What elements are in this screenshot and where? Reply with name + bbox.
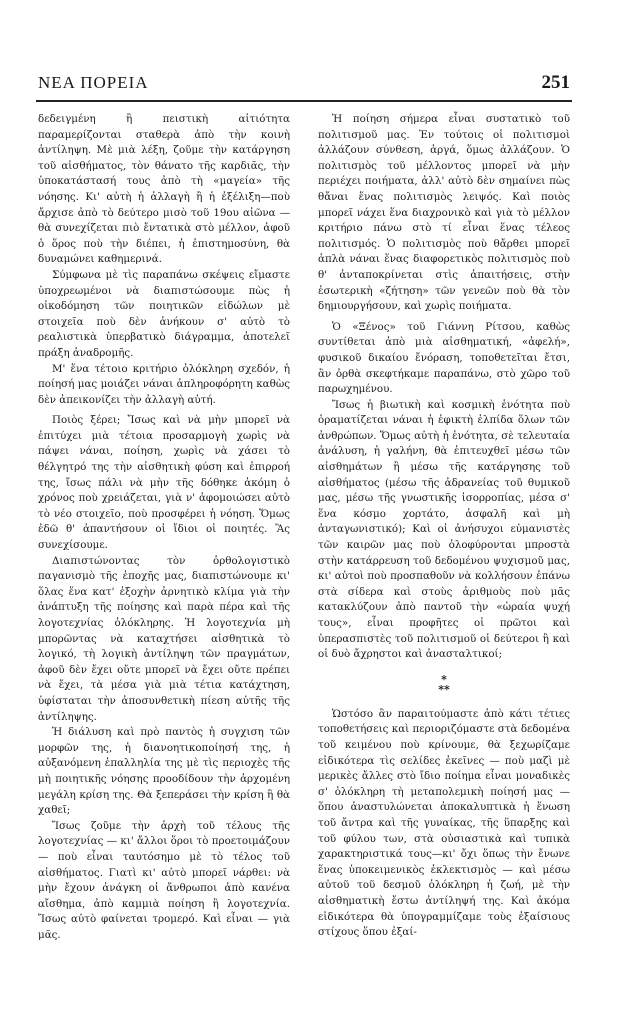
paragraph: Ἴσως ἡ βιωτικὴ καὶ κοσμικὴ ἑνότητα ποὺ ὁραματίζεται νάναι ἡ ἐφικτὴ ἐλπίδα ὅλων τῶν ἀνθρώπων. Ὅμως αὐτὴ ἡ ἑνότητα, σὲ τελευταία ἀνάλυση, ἡ γαλήνη, θὰ ἐπιτευχθεῖ μέσω τῶν αἰσθημάτων ἢ μέσω τῆς κατάργησης τοῦ αἰσθήματος (μέσω τῆς ἀδρανείας τοῦ θυμικοῦ μας, μέσω τῆς γνωστικῆς ἰσορροπίας, μέσα σ' ἕνα κόσμο χορτάτο, ἀσφαλῆ καὶ μὴ ἀνταγωνιστικό); Καὶ οἱ ἀνήσυχοι εὐμανιστὲς τῶν καιρῶν μας ποὺ ὀλοφύρονται μπροστὰ στὴν κατάρρευση τοῦ δεδομένου ψυχισμοῦ μας, κι' αὐτοὶ ποὺ προσπαθοῦν νὰ κολλήσουν ἐπάνω στὰ σίδερα καὶ στοὺς ἀριθμοὺς ποὺ μᾶς κατακλύζουν ἀπὸ παντοῦ τὴν «ὡραία ψυχή τους», εἶναι προφῆτες οἱ πρῶτοι καὶ ὑπερασπιστὲς τοῦ πολιτισμοῦ οἱ δεύτεροι ἢ καὶ οἱ δυὸ ἄχρηστοι καὶ ἀνασταλτικοί; [318,398,570,661]
paragraph: Ὡστόσο ἂν παραιτούμαστε ἀπὸ κάτι τέτιες τοποθετήσεις καὶ περιοριζόμαστε στὰ δεδομένα τοῦ κειμένου ποὺ κρίνουμε, θὰ ξεχωρίζαμε εἰδικότερα τὶς σελίδες ἐκεῖνες — ποὺ μαζὶ μὲ μερικὲς ἄλλες στὸ ἴδιο ποίημα εἶναι μοναδικὲς σ' ὁλόκληρη τὴ μεταπολεμικὴ ποίησή μας — ὅπου ἀναστυλώνεται ἀποκαλυπτικὰ ἡ ἕνωση τοῦ ἄντρα καὶ τῆς γυναίκας, τῆς ὕπαρξης καὶ τοῦ φύλου των, στὰ οὐσιαστικὰ καὶ τυπικὰ χαρακτηριστικά τους—κι' ὄχι ὅπως τὴν ἔνωνε ἕνας ὑποκειμενικὸς ἐκλεκτισμὸς — καὶ μέσω αὐτοῦ τοῦ δεσμοῦ ὁλόκληρη ἡ ζωή, μὲ τὴν αἰσθηματικὴ ἔστω ἀντίληψή της. Καὶ ἀκόμα εἰδικότερα θὰ ὑπογραμμίζαμε τοὺς ἐξαίσιους στίχους ὅπου ἐξαί- [318,707,570,939]
paragraph: Σύμφωνα μὲ τὶς παραπάνω σκέψεις εἴμαστε ὑποχρεωμένοι νὰ διαπιστώσουμε πὼς ἡ οἰκοδόμηση τῶν ποιητικῶν εἰδώλων μὲ στοιχεῖα ποὺ δὲν ἀνήκουν σ' αὐτὸ τὸ ρεαλιστικὰ ὑπερβατικὸ διάγραμμα, ἀποτελεῖ πράξη ἀναδρομῆς. [38,268,290,359]
section-break-asterisks: * ** [438,672,450,696]
running-header [38,72,570,94]
left-column [38,112,290,943]
paragraph: Ὁ «Ξένος» τοῦ Γιάννη Ρίτσου, καθὼς συντίθεται ἀπὸ μιὰ αἰσθηματική, «ἀφελή», φυσικοῦ δικαίου ἔνόραση, τοποθετεῖται ἔτσι, ἂν ὀρθὰ σκεφτήκαμε παραπάνω, στὸ χῶρο τοῦ παρωχημένου. [318,320,570,396]
journal-title: ΝΕΑ ΠΟΡΕΙΑ [38,73,149,92]
paragraph: Διαπιστώνοντας τὸν ὀρθολογιστικὸ παγανισμὸ τῆς ἐποχῆς μας, διαπιστώνουμε κι' ὅλας ἕνα κατ' ἐξοχὴν ἀρνητικὸ κλίμα γιὰ τὴν ἀνάπτυξη τῆς ποίησης καὶ παρὰ πέρα καὶ τῆς λογοτεχνίας ὁλόκληρης. Ἡ λογοτεχνία μὴ μπορῶντας νὰ καταχτήσει αἰσθητικὰ τὸ λογικό, τὴ λογικὴ ἀντίληψη τῶν πραγμάτων, ἀφοῦ δὲν ἔχει οὔτε μπορεῖ νὰ ἔχει οὔτε πρέπει νὰ ἔχει, τὰ μέσα γιὰ μιὰ τέτια κατάχτηση, ὑφίσταται τὴν ἀποσυνθετικὴ πίεση αὐτῆς τῆς ἀντίληψης. [38,554,290,723]
paragraph: Μ' ἕνα τέτοιο κριτήριο ὁλόκληρη σχεδόν, ἡ ποίησή μας μοιάζει νάναι ἀπληροφόρητη καθὼς δὲν ἀπεικονίζει τὴν ἀλλαγὴ αὐτή. [38,362,290,406]
header-rule [36,100,572,102]
paragraph: Ἴσως ζοῦμε τὴν ἀρχὴ τοῦ τέλους τῆς λογοτεχνίας — κι' ἄλλοι ὅροι τὸ προετοιμάζουν — ποὺ εἶναι ταυτόσημο μὲ τὸ τέλος τοῦ αἰσθήματος. Γιατὶ κι' αὐτὸ μπορεῖ νάρθει: νὰ μὴν ἔχουν ἀνάγκη οἱ ἄνθρωποι ἀπὸ κανένα αἴσθημα, ἀπὸ καμμιὰ ποίηση ἢ λογοτεχνία. Ἴσως αὐτὸ φαίνεται τρομερό. Καὶ εἶναι — γιὰ μᾶς. [38,819,290,941]
paragraph: Ἡ διάλυση καὶ πρὸ παντὸς ἡ συγχιση τῶν μορφῶν της, ἡ διανοητικοποίησή της, ἡ αὐξανόμενη ἐπαλληλία της μὲ τὶς περιοχὲς τῆς μὴ ποιητικῆς νόησης προοδίδουν τὴν ἀρχομένη μεγάλη κρίση της. Θὰ ξεπεράσει τὴν κρίση ἢ θὰ χαθεῖ; [38,726,290,817]
paragraph: δεδειγμένη ἢ πειστικὴ αἰτιότητα παραμερίζονται σταθερὰ ἀπὸ τὴν κοινὴ ἀντίληψη. Μὲ μιὰ λέξη, ζοῦμε τὴν κατάργηση τοῦ αἰσθήματος, τὸν θάνατο τῆς καρδιᾶς, τὴν ὑποκατάστασή τους ἀπὸ τὴ «μαγεία» τῆς νόησης. Κι' αὐτὴ ἡ ἀλλαγὴ ἢ ἡ ἐξέλιξη—ποὺ ἄρχισε ἀπὸ τὸ δεύτερο μισὸ τοῦ 19ου αἰῶνα — θὰ συνεχίζεται πιὸ ἔντατικὰ στὸ μέλλον, ἀφοῦ ὁ ὅρος ποὺ τὴν διέπει, ἡ ἐπιστημοσύνη, θὰ δυναμώνει καθημερινά. [38,113,290,266]
paragraph: Ἡ ποίηση σήμερα εἶναι συστατικὸ τοῦ πολιτισμοῦ μας. Ἐν τούτοις οἱ πολιτισμοὶ ἀλλάζουν σύνθεση, ἀργά, ὅμως ἀλλάζουν. Ὁ πολιτισμὸς τοῦ μέλλοντος μπορεῖ νὰ μὴν περιέχει ποιήματα, ἀλλ' αὐτὸ δὲν σημαίνει πὼς θἄναι ἕνας πολιτισμὸς λειψός. Καὶ ποιὸς μπορεῖ νάχει ἕνα διαχρονικὸ καὶ γιὰ τὸ μέλλον κριτήριο πάνω στὸ τί εἶναι ἕνας τέλεος πολιτισμός. Ὁ πολιτισμὸς ποὺ θἄρθει μπορεῖ ἁπλὰ νάναι ἕνας διαφορετικὸς πολιτισμὸς ποὺ θ' ἀνταποκρίνεται στὶς ἀπαιτήσεις, στὴν ἐσωτερικὴ «ζήτηση» τῶν γενεῶν ποὺ θὰ τὸν δημιουργήσουν, καὶ χωρὶς ποιήματα. [318,113,570,313]
page-number: 251 [541,72,570,93]
right-column [318,112,570,941]
paragraph: Ποιὸς ξέρει; Ἴσως καὶ νὰ μὴν μπορεῖ νὰ ἐπιτύχει μιὰ τέτοια προσαρμογὴ χωρὶς νὰ πάψει νάναι, ποίηση, χωρὶς νὰ χάσει τὸ θέλγητρό της τὴν αἰσθητικὴ φύση καὶ ἐπιρροή της, ἴσως πάλι νὰ μὴν τῆς δόθηκε ἀκόμη ὁ χρόνος ποὺ χρειάζεται, γιὰ ν' ἀφομοιώσει αὐτὸ τὸ νέο στοιχεῖο, ποὺ προσφέρει ἡ νόηση. Ὅμως ἐδῶ θ' ἀπαντήσουν οἱ ἴδιοι οἱ ποιητές. Ἂς συνεχίσουμε. [38,414,290,552]
